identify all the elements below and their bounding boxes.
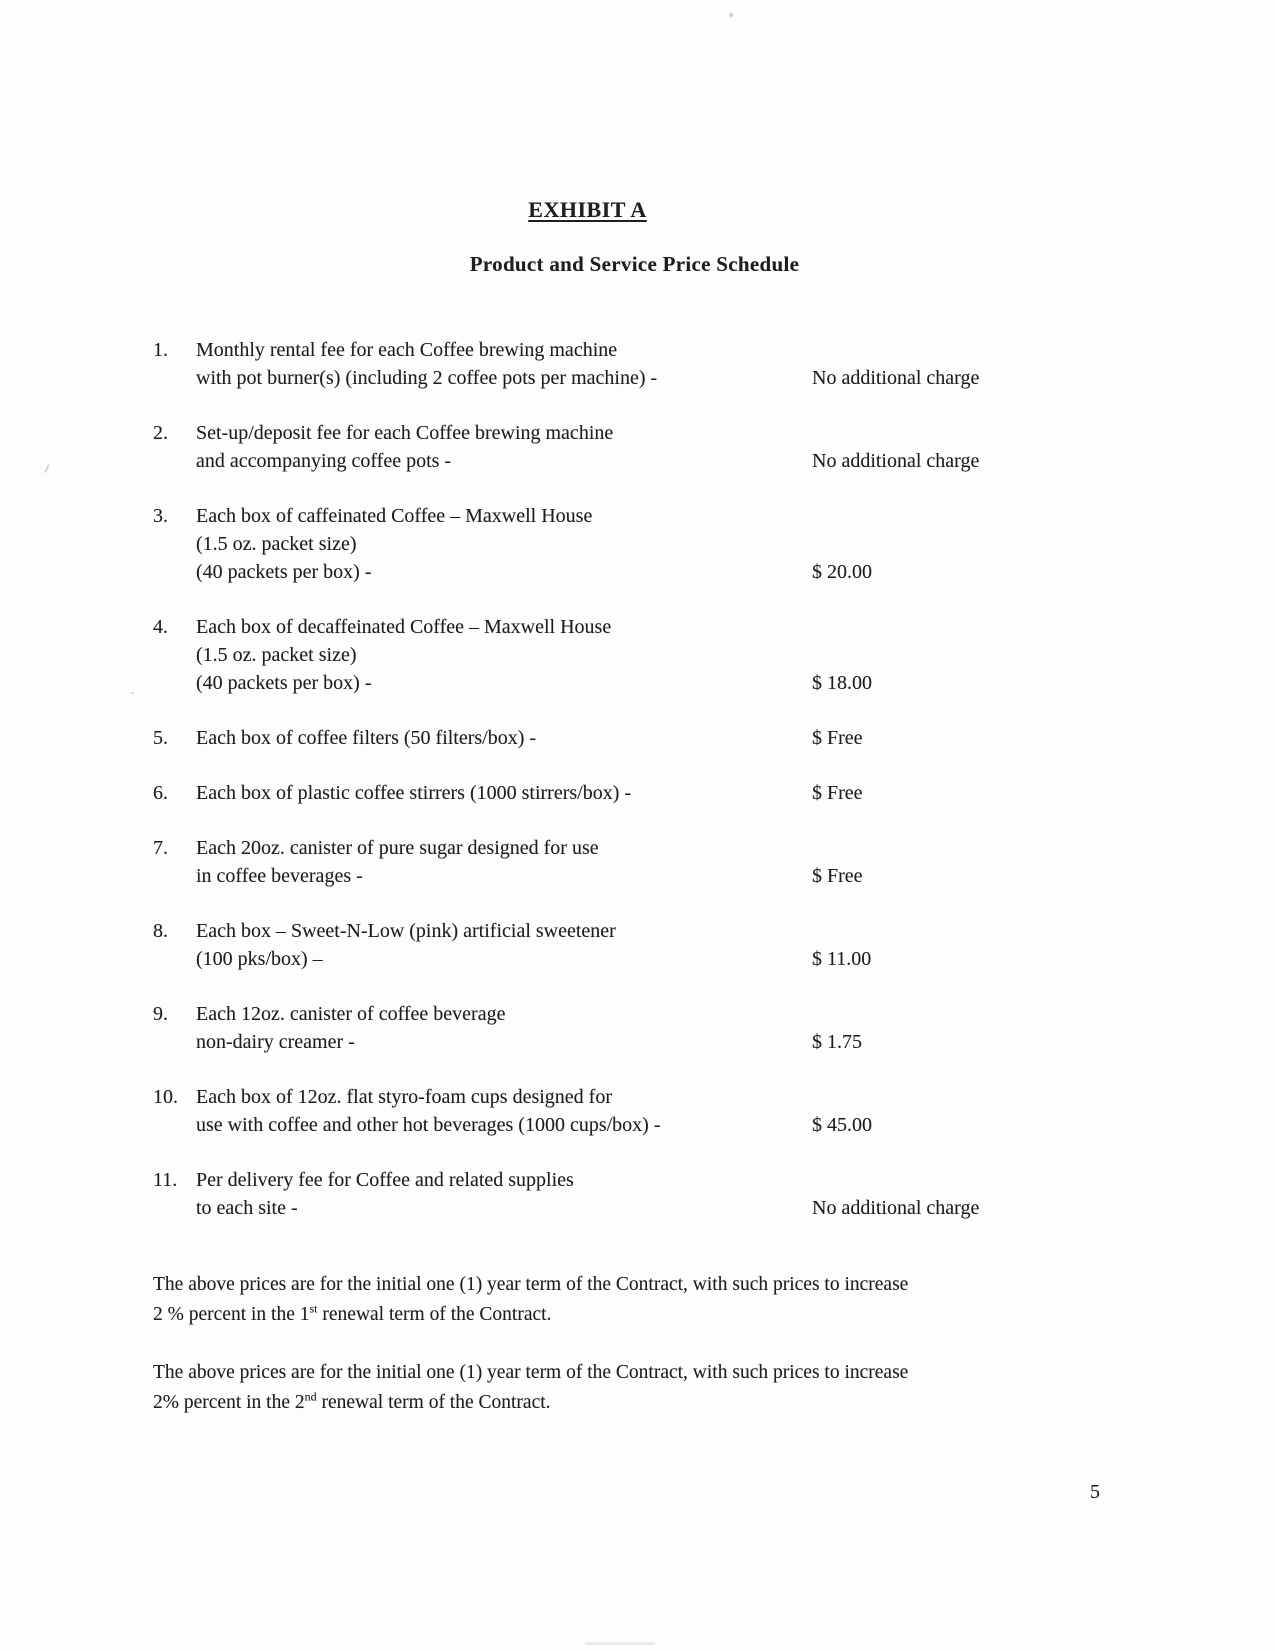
item-description (196, 1166, 812, 1222)
ordinal-superscript: nd (304, 1389, 317, 1404)
price-list-item (153, 1166, 1275, 1222)
item-price: $ 20.00 (812, 561, 872, 583)
item-description (196, 419, 812, 475)
item-description-line: Each box of plastic coffee stirrers (1000 stirrers/box) - (196, 782, 632, 804)
note-line-1: The above prices are for the initial one (1) year term of the Contract, with such prices to increase (153, 1274, 909, 1295)
price-list-item (153, 502, 1275, 586)
item-number: 4. (153, 616, 168, 638)
item-description-line: (1.5 oz. packet size) (196, 533, 357, 555)
item-description-line: Each box of caffeinated Coffee – Maxwell House (196, 505, 593, 527)
item-price: No additional charge (812, 367, 980, 389)
item-price: No additional charge (812, 450, 980, 472)
scan-artifact-smudge (585, 1642, 655, 1645)
item-description-line: and accompanying coffee pots - (196, 450, 452, 472)
item-description-line: (40 packets per box) - (196, 561, 372, 583)
note-line-2-prefix: 2 % percent in the 1 (153, 1304, 310, 1325)
item-description (196, 1000, 812, 1056)
scan-artifact-speck (131, 692, 134, 694)
item-description-line: use with coffee and other hot beverages (1000 cups/box) - (196, 1114, 661, 1136)
note-line-2-suffix: renewal term of the Contract. (317, 1304, 552, 1325)
item-description (196, 336, 812, 392)
item-price: $ Free (812, 782, 863, 804)
note-line-1: The above prices are for the initial one (1) year term of the Contract, with such prices to increase (153, 1362, 909, 1383)
item-description-line: to each site - (196, 1197, 298, 1219)
price-list-item (153, 917, 1275, 973)
scan-artifact-dot (729, 13, 733, 17)
item-number: 3. (153, 505, 168, 527)
item-price: No additional charge (812, 1197, 980, 1219)
item-number: 8. (153, 920, 168, 942)
exhibit-title-text: EXHIBIT A (528, 197, 647, 222)
item-number: 2. (153, 422, 168, 444)
item-number: 1. (153, 339, 168, 361)
page-number: 5 (1090, 1481, 1100, 1503)
note-line-2-prefix: 2% percent in the 2 (153, 1392, 305, 1413)
item-description-line: Per delivery fee for Coffee and related supplies (196, 1169, 574, 1191)
item-description-line: with pot burner(s) (including 2 coffee pots per machine) - (196, 367, 658, 389)
exhibit-title (0, 198, 1225, 222)
item-description (196, 1083, 812, 1139)
item-description (196, 502, 812, 586)
page-subtitle: Product and Service Price Schedule (469, 252, 800, 276)
item-price: $ 45.00 (812, 1114, 872, 1136)
item-number: 10. (153, 1086, 178, 1108)
item-description-line: Each box of decaffeinated Coffee – Maxwell House (196, 616, 612, 638)
item-description-line: non-dairy creamer - (196, 1031, 355, 1053)
item-description-line: (1.5 oz. packet size) (196, 644, 357, 666)
item-description-line: Each box of coffee filters (50 filters/box) - (196, 727, 537, 749)
item-number: 6. (153, 782, 168, 804)
item-description-line: (100 pks/box) – (196, 948, 323, 970)
item-price: $ Free (812, 865, 863, 887)
note-line-2-suffix: renewal term of the Contract. (316, 1392, 551, 1413)
item-description-line: Monthly rental fee for each Coffee brewing machine (196, 339, 618, 361)
item-description-line: Each 12oz. canister of coffee beverage (196, 1003, 506, 1025)
item-price: $ Free (812, 727, 863, 749)
item-description (196, 724, 812, 752)
item-number: 9. (153, 1003, 168, 1025)
item-description-line: in coffee beverages - (196, 865, 363, 887)
price-list-item (153, 1083, 1275, 1139)
item-description (196, 613, 812, 697)
item-description-line: Each box – Sweet-N-Low (pink) artificial sweetener (196, 920, 616, 942)
item-description (196, 779, 812, 807)
item-description-line: Set-up/deposit fee for each Coffee brewing machine (196, 422, 614, 444)
item-number: 5. (153, 727, 168, 749)
item-description-line: (40 packets per box) - (196, 672, 372, 694)
price-list-item (153, 336, 1275, 392)
renewal-notes (153, 1270, 1113, 1418)
price-list-item (153, 419, 1275, 475)
item-description (196, 834, 812, 890)
price-schedule-list (0, 336, 1275, 1222)
item-description (196, 917, 812, 973)
item-description-line: Each box of 12oz. flat styro-foam cups designed for (196, 1086, 612, 1108)
item-price: $ 11.00 (812, 948, 872, 970)
document-header (0, 0, 1275, 276)
renewal-note-second-term (153, 1358, 1113, 1418)
ordinal-superscript: st (309, 1301, 318, 1316)
price-list-item (153, 779, 1275, 807)
renewal-note-first-term (153, 1270, 1113, 1330)
item-number: 11. (153, 1169, 178, 1191)
price-list-item (153, 724, 1275, 752)
price-list-item (153, 1000, 1275, 1056)
item-number: 7. (153, 837, 168, 859)
price-list-item (153, 834, 1275, 890)
item-price: $ 18.00 (812, 672, 872, 694)
item-price: $ 1.75 (812, 1031, 862, 1053)
price-list-item (153, 613, 1275, 697)
item-description-line: Each 20oz. canister of pure sugar designed for use (196, 837, 599, 859)
